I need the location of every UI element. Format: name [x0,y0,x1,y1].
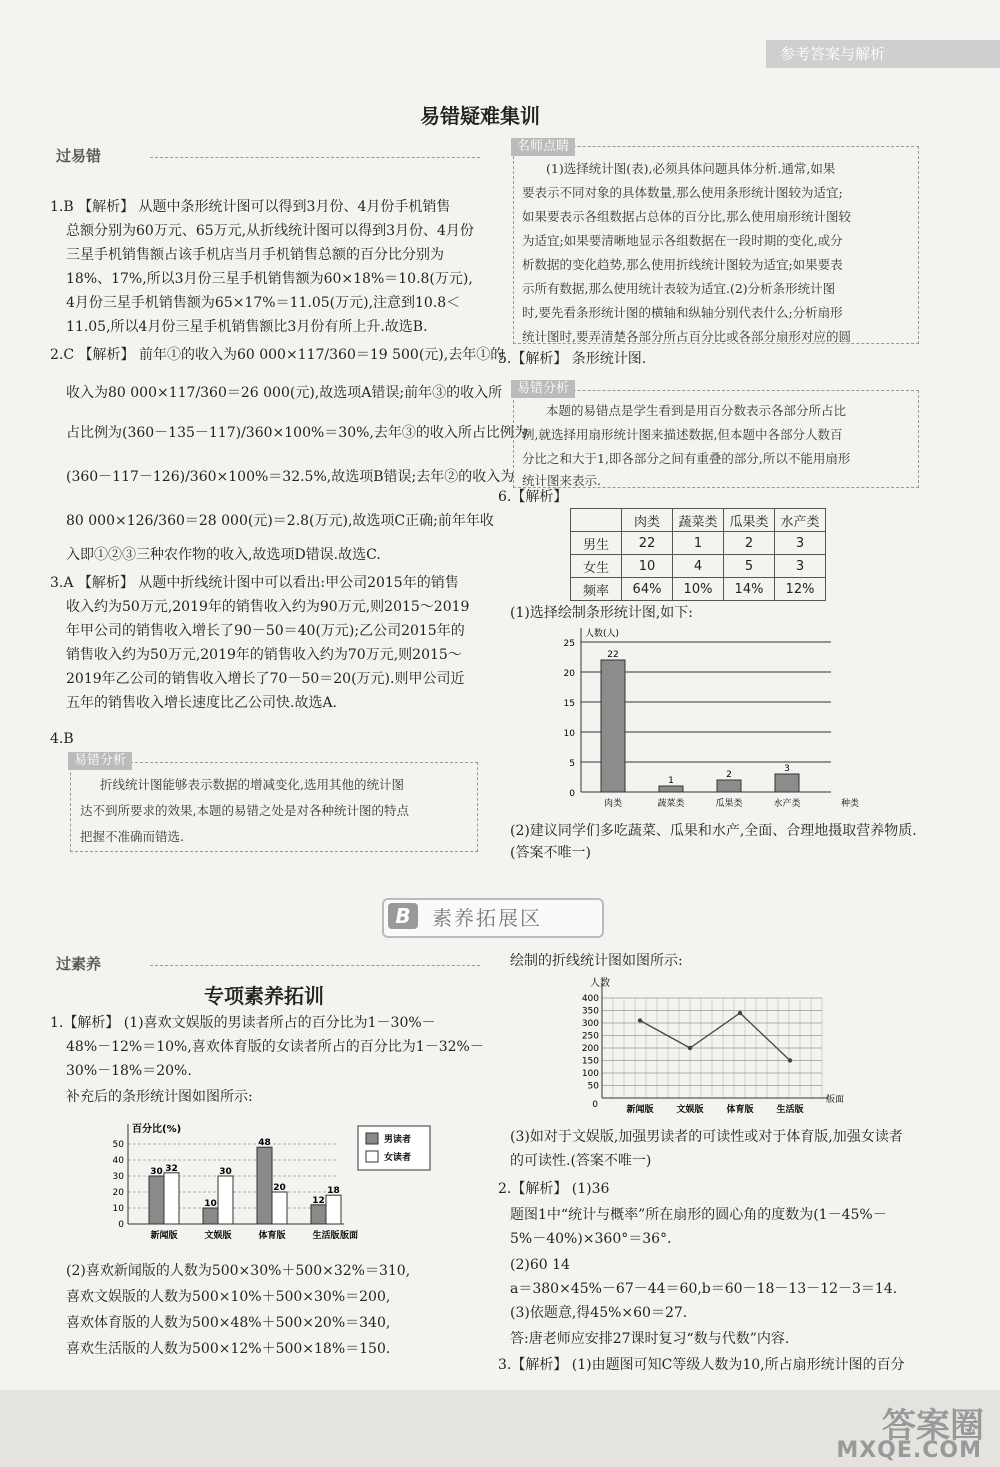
data-label: 2 [726,770,732,780]
text-line: 80 000×126/360＝28 000(元)＝2.8(万元),故选项C正确;前年年收 [66,513,494,529]
text-line: 2.C 【解析】 前年①的收入为60 000×117/360＝19 500(元),去年①的 [50,347,505,363]
box-line: 析数据的变化趋势,那么使用折线统计图较为适宜;如果要表 [522,257,843,272]
section-heading-guo-yicuo: 过易错 [56,147,102,165]
text-line: 答:唐老师应安排27课时复习“数与代数”内容. [510,1331,790,1347]
y-tick-label: 300 [581,1019,599,1029]
data-label: 22 [607,650,619,660]
table-row [571,555,826,578]
y-axis-label: 百分比(%) [132,1124,182,1135]
text-line: (1)选择绘制条形统计图,如下: [510,605,693,621]
table-cell: 22 [622,532,673,555]
text-line: 1.B 【解析】 从题中条形统计图可以得到3月份、4月份手机销售 [50,199,451,215]
text-line: 11.05,所以4月份三星手机销售额比3月份有所上升.故选B. [66,319,428,335]
table-cell: 蔬菜类 [673,509,724,532]
divider [150,157,480,158]
text-line: (360－117－126)/360×100%＝32.5%,故选项B错误;去年②的收入为 [66,469,515,485]
y-tick-label: 250 [581,1031,599,1042]
text-line: (3)依题意,得45%×60＝27. [510,1305,688,1321]
series-line [640,1013,790,1061]
box-line: 如果要表示各组数据占总体的百分比,那么使用扇形统计图较 [522,209,851,224]
text-line: 总额分别为60万元、65万元,从折线统计图可以得到3月份、4月份 [66,223,474,239]
y-tick-label: 200 [581,1044,599,1054]
table-row [571,578,826,601]
data-label: 12 [312,1195,325,1206]
text-line: 4月份三星手机销售额为65×17%＝11.05(万元),注意到10.8＜ [66,295,461,311]
table-cell: 10% [673,578,724,601]
data-label: 18 [327,1186,340,1197]
text-line: (答案不唯一) [510,845,591,861]
table-cell: 水产类 [775,509,826,532]
text-line: 五年的销售收入增长速度比乙公司快.故选A. [66,695,338,711]
tag-yicuo-fenxi-2: 易错分析 [511,380,575,398]
section-b-name: 素养拓展区 [432,906,542,930]
box-line: (1)选择统计图(表),必须具体问题具体分析.通常,如果 [546,161,836,176]
data-label: 20 [273,1183,286,1193]
x-axis-label: 版面 [340,1231,359,1241]
bar [311,1205,326,1224]
text-line: 5.【解析】 条形统计图. [498,351,647,367]
x-tick-label: 文娱版 [204,1231,232,1241]
box-line: 为适宜;如果要清晰地显示各组数据在一段时期的变化,或分 [522,233,843,248]
table-cell: 肉类 [622,509,673,532]
table-cell: 1 [673,532,724,555]
text-line: 3.【解析】 (1)由题图可知C等级人数为10,所占扇形统计图的百分 [498,1357,905,1373]
data-label: 10 [204,1199,217,1209]
text-line: 4.B [50,731,74,747]
legend-label: 男读者 [384,1135,412,1145]
text-line: 题图1中“统计与概率”所在扇形的圆心角的度数为(1－45%－ [510,1207,887,1223]
data-label: 30 [150,1167,163,1177]
text-line: 入即①②③三种农作物的收入,故选项D错误.故选C. [66,547,381,563]
data-label: 1 [668,776,674,786]
frequency-table [570,508,826,601]
box-line: 示所有数据,那么使用统计表较为适宜.(2)分析条形统计图 [522,281,836,296]
section-b-letter: B [388,903,418,929]
divider [150,965,480,966]
text-line: 收入约为50万元,2019年的销售收入约为90万元,则2015～2019 [66,599,470,615]
chart-reader-line [560,976,860,1122]
x-tick-label: 体育版 [258,1231,286,1241]
bar [203,1208,218,1224]
data-label: 30 [219,1167,232,1177]
bar [218,1176,233,1224]
table-cell: 女生 [571,555,622,578]
text-line: 补充后的条形统计图如图所示: [66,1089,253,1105]
text-line: 绘制的折线统计图如图所示: [510,953,683,969]
x-tick-label: 新闻版 [626,1105,654,1115]
table-cell: 瓜果类 [724,509,775,532]
y-tick-label: 400 [581,994,599,1004]
y-axis-label: 人数(人) [585,629,620,639]
bar [601,660,625,792]
y-tick-label: 20 [563,669,575,679]
legend-swatch [366,1133,378,1144]
bar [257,1147,272,1224]
table-cell: 4 [673,555,724,578]
y-tick-label: 0 [569,789,575,799]
text-line: (3)如对于文娱版,加强男读者的可读性或对于体育版,加强女读者 [510,1129,903,1145]
y-tick-label: 25 [563,639,575,649]
y-tick-label: 10 [112,1204,124,1214]
box-line: 例,就选择用扇形统计图来描述数据,但本题中各部分人数百 [522,427,843,442]
text-line: 年甲公司的销售收入增长了90－50＝40(万元);乙公司2015年的 [66,623,465,639]
table-row [571,532,826,555]
text-line: 5%－40%)×360°＝36°. [510,1231,672,1247]
x-tick-label: 生活版 [312,1231,340,1241]
text-line: 1.【解析】 (1)喜欢文娱版的男读者所占的百分比为1－30%－ [50,1015,436,1031]
box-line: 达不到所要求的效果,本题的易错之处是对各种统计图的特点 [80,803,409,818]
x-tick-label: 体育版 [726,1105,754,1115]
text-line: 销售收入约为50万元,2019年的销售收入约为70万元,则2015～ [66,647,462,663]
box-line: 要表示不同对象的具体数量,那么使用条形统计图较为适宜; [522,185,843,200]
table-cell: 12% [775,578,826,601]
text-line: 48%－12%＝10%,喜欢体育版的女读者所占的百分比为1－32%－ [66,1039,484,1055]
x-tick-label: 水产类 [773,799,801,809]
chart-reader-bar [98,1118,438,1260]
table-cell [571,509,622,532]
y-tick-label: 40 [112,1156,124,1166]
y-tick-label: 50 [587,1081,599,1092]
x-tick-label: 蔬菜类 [657,799,685,809]
page-title: 易错疑难集训 [420,104,540,128]
box-line: 本题的易错点是学生看到是用百分数表示各部分所占比 [546,403,847,418]
text-line: 3.A 【解析】 从题中折线统计图中可以看出:甲公司2015年的销售 [50,575,459,591]
box-line: 统计图来表示. [522,473,601,488]
data-label: 32 [165,1163,178,1174]
y-tick-label: 30 [112,1172,124,1182]
text-line: (2)60 14 [510,1257,570,1273]
table-cell: 10 [622,555,673,578]
y-tick-label: 150 [581,1056,599,1067]
table-cell: 男生 [571,532,622,555]
bar [164,1173,179,1224]
bar [149,1176,164,1224]
text-line: 喜欢文娱版的人数为500×10%＋500×30%＝200, [66,1289,391,1305]
table-cell: 3 [775,555,826,578]
y-tick-label: 350 [581,1006,599,1017]
y-tick-label: 5 [569,759,575,769]
box-line: 折线统计图能够表示数据的增减变化,选用其他的统计图 [100,777,404,792]
bar [775,774,799,792]
bar [717,780,741,792]
text-line: 喜欢体育版的人数为500×48%＋500×20%＝340, [66,1315,391,1331]
text-line: 2019年乙公司的销售收入增长了70－50＝20(万元).则甲公司近 [66,671,465,687]
x-axis-label: 种类 [841,799,860,809]
text-line: 30%－18%＝20%. [66,1063,192,1079]
y-tick-label: 20 [112,1188,124,1198]
legend-label: 女读者 [384,1153,412,1163]
x-tick-label: 肉类 [603,799,623,809]
data-label: 48 [258,1138,271,1149]
y-tick-label: 0 [118,1220,124,1230]
text-line: 6.【解析】 [498,489,568,505]
x-tick-label: 文娱版 [676,1105,704,1115]
chart-meat-bar [545,618,865,818]
box-line: 时,要先看条形统计图的横轴和纵轴分别代表什么;分析扇形 [522,305,843,320]
x-tick-label: 瓜果类 [715,799,743,809]
text-line: 三星手机销售额占该手机店当月手机销售总额的百分比分别为 [66,247,444,263]
tag-yicuo-fenxi: 易错分析 [68,752,132,770]
box-line: 分比之和大于1,即各部分之间有重叠的部分,所以不能用扇形 [522,451,851,466]
text-line: 收入为80 000×117/360＝26 000(元),故选项A错误;前年③的收入所 [66,385,503,401]
data-point [688,1046,692,1050]
bar [326,1195,341,1224]
section-heading-guo-suyang: 过素养 [56,955,102,973]
section-b-banner [382,898,604,938]
data-label: 3 [784,764,790,774]
table-cell: 3 [775,532,826,555]
x-tick-label: 新闻版 [150,1231,178,1241]
data-point [638,1018,642,1022]
y-tick-label: 10 [563,729,575,739]
text-line: 2.【解析】 (1)36 [498,1181,610,1197]
text-line: (2)喜欢新闻版的人数为500×30%＋500×32%＝310, [66,1263,411,1279]
bar [272,1192,287,1224]
text-line: (2)建议同学们多吃蔬菜、瓜果和水产,全面、合理地摄取营养物质. [510,823,917,839]
text-line: 占比例为(360－135－117)/360×100%＝30%,去年③的收入所占比例为 [66,425,528,441]
data-point [788,1058,792,1062]
box-line: 把握不准确而错选. [80,829,184,844]
y-axis-label: 人数 [590,978,610,989]
y-tick-label: 15 [563,699,575,709]
table-cell: 频率 [571,578,622,601]
table-cell: 64% [622,578,673,601]
text-line: 18%、17%,所以3月份三星手机销售额为60×18%＝10.8(万元), [66,271,473,287]
x-tick-label: 生活版 [776,1105,804,1115]
y-tick-label: 0 [592,1100,598,1110]
x-axis-label: 版面 [826,1095,845,1105]
header-tab: 参考答案与解析 [766,40,1000,68]
table-row [571,509,826,532]
table-cell: 14% [724,578,775,601]
bar [659,786,683,792]
text-line: a＝380×45%－67－44＝60,b＝60－18－13－12－3＝14. [510,1281,898,1297]
text-line: 的可读性.(答案不唯一) [510,1153,652,1169]
data-point [738,1011,742,1015]
tag-mingshi-dianjing: 名师点睛 [511,138,575,156]
text-line: 喜欢生活版的人数为500×12%＋500×18%＝150. [66,1341,391,1357]
watermark-url: MXQE.COM [836,1438,982,1463]
legend-swatch [366,1151,378,1162]
y-tick-label: 50 [112,1140,124,1150]
box-line: 统计图时,要弄清楚各部分所占百分比或各部分扇形对应的圆 [522,329,851,344]
y-tick-label: 100 [581,1069,599,1079]
table-cell: 5 [724,555,775,578]
watermark-logo: 答案圈 [882,1406,984,1446]
table-cell: 2 [724,532,775,555]
section-title-zhuanxiang: 专项素养拓训 [204,984,324,1008]
